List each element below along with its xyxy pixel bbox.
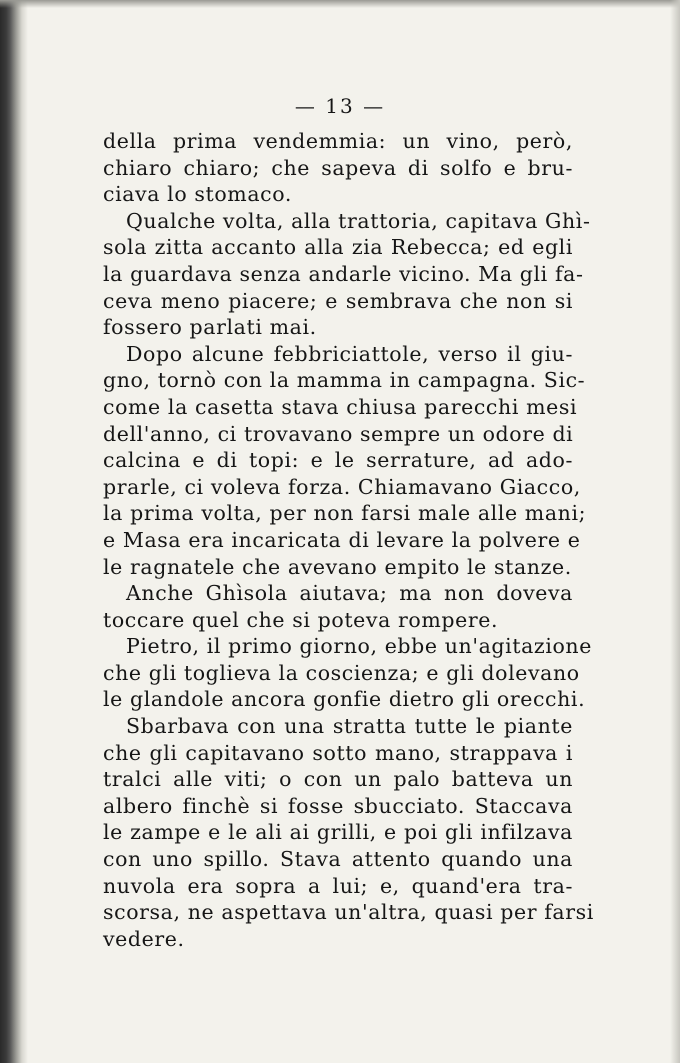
text-line: toccare quel che si poteva rompere. xyxy=(103,607,499,632)
text-line: chiaro chiaro; che sapeva di solfo e bru- xyxy=(103,155,573,180)
text-line: che gli capitavano sotto mano, strappava i xyxy=(103,740,573,765)
text-line: dell'anno, ci trovavano sempre un odore di xyxy=(103,421,574,446)
text-line: scorsa, ne aspettava un'altra, quasi per farsi xyxy=(103,900,594,925)
text-line: prarle, ci voleva forza. Chiamavano Giacco, xyxy=(103,474,581,499)
paragraph xyxy=(103,713,594,952)
book-binding-edge xyxy=(0,0,28,1063)
text-line: le glandole ancora gonfie dietro gli orecchi. xyxy=(103,687,586,712)
text-line: Pietro, il primo giorno, ebbe un'agitazione xyxy=(126,634,592,659)
text-line: tralci alle viti; o con un palo batteva un xyxy=(103,767,573,792)
page-top-shadow xyxy=(0,0,680,8)
text-line: sola zitta accanto alla zia Rebecca; ed egli xyxy=(103,235,573,260)
text-line: come la casetta stava chiusa parecchi mesi xyxy=(103,394,578,419)
text-line: calcina e di topi: e le serrature, ad ado- xyxy=(103,448,573,473)
paragraph xyxy=(103,341,587,580)
text-line: ceva meno piacere; e sembrava che non si xyxy=(103,288,573,313)
paragraph xyxy=(103,633,592,713)
paragraph xyxy=(103,128,573,208)
text-line: Dopo alcune febbriciattole, verso il giu- xyxy=(126,341,573,366)
text-line: albero finchè si fosse sbucciato. Staccava xyxy=(103,793,573,818)
paragraph xyxy=(103,580,573,633)
text-line: la guardava senza andarle vicino. Ma gli fa- xyxy=(103,261,584,286)
text-line: che gli toglieva la coscienza; e gli dolevano xyxy=(103,660,580,685)
text-line: con uno spillo. Stava attento quando una xyxy=(103,847,573,872)
page-right-shadow xyxy=(670,0,680,1063)
text-line: la prima volta, per non farsi male alle mani; xyxy=(103,501,587,526)
text-line: vedere. xyxy=(103,926,185,951)
text-line: della prima vendemmia: un vino, però, xyxy=(103,129,573,153)
text-line: Sbarbava con una stratta tutte le piante xyxy=(126,714,573,739)
body-text xyxy=(103,128,594,952)
text-line: fossero parlati mai. xyxy=(103,315,317,340)
page-number: — 13 — xyxy=(294,94,386,118)
text-line: ciava lo stomaco. xyxy=(103,182,292,207)
text-line: Qualche volta, alla trattoria, capitava Ghì- xyxy=(126,208,591,233)
text-line: le ragnatele che avevano empito le stanze. xyxy=(103,554,572,579)
text-line: le zampe e le ali ai grilli, e poi gli infilzava xyxy=(103,820,573,845)
paragraph xyxy=(103,208,591,341)
text-line: nuvola era sopra a lui; e, quand'era tra- xyxy=(103,873,573,898)
text-line: gno, tornò con la mamma in campagna. Sic- xyxy=(103,368,586,393)
text-line: Anche Ghìsola aiutava; ma non doveva xyxy=(126,581,573,606)
text-line: e Masa era incaricata di levare la polvere e xyxy=(103,527,581,552)
